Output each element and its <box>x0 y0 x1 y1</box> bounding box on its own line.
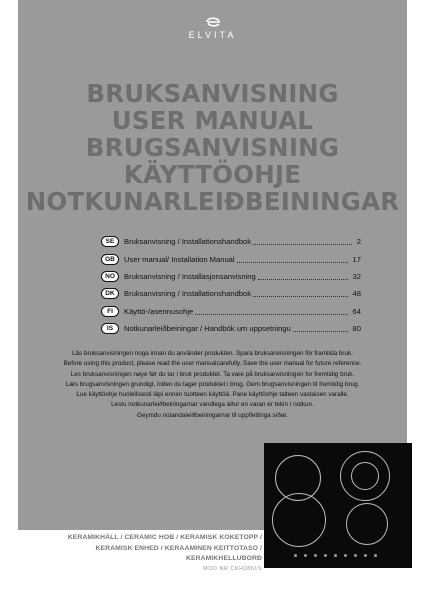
toc-row-fi[interactable] <box>101 303 361 320</box>
touch-control-dot <box>304 554 307 557</box>
toc-page-number: 32 <box>352 271 361 281</box>
country-badge-dk: DK <box>101 288 119 299</box>
touch-control-dot <box>294 554 297 557</box>
model-number: MOD NR CKH2861S <box>203 566 262 572</box>
product-type <box>18 533 262 565</box>
table-of-contents <box>101 233 361 337</box>
toc-leader <box>195 314 347 315</box>
cooking-zone-bottom-right <box>346 503 388 545</box>
notice-line-is-2: Geymdu notandaleiðbeiningarnar til uppflettinga síðar. <box>137 411 288 419</box>
touch-control-dot <box>324 554 327 557</box>
read-manual-notice <box>0 349 425 421</box>
notice-line-fi: Lue käyttöohje huolellisesti läpi ennen tuotteen käyttöä. Pane käyttöohje talteen vastaisen varalle. <box>76 391 349 399</box>
toc-page-number: 64 <box>352 306 361 316</box>
country-badge-fi: FI <box>101 306 119 317</box>
toc-leader <box>258 279 348 280</box>
title-gb: USER MANUAL <box>111 106 314 135</box>
toc-leader <box>237 262 348 263</box>
toc-label: Notkunarleiðbeiningar / Handbók um uppsetningu <box>124 324 291 334</box>
toc-label: Bruksanvisning / Installationshandbok <box>124 289 252 299</box>
toc-row-dk[interactable] <box>101 285 361 302</box>
manual-titles <box>0 80 425 215</box>
notice-line-is-1: Lestu notkunarleiðbeiningarnar vandlega áður en varan er tekin í notkun. <box>111 401 314 409</box>
notice-line-se: Läs bruksanvisningen noga innan du använder produkten. Spara bruksanvisningen för framtida bruk. <box>72 350 353 357</box>
brand-name: ELVITA <box>188 30 237 40</box>
ceramic-hob-image <box>264 443 412 568</box>
cooking-zone-top-right-inner <box>351 462 379 490</box>
country-badge-no: NO <box>101 271 119 282</box>
cooking-zone-bottom-left <box>272 493 326 547</box>
country-badge-gb: GB <box>101 254 119 265</box>
title-fi: KÄYTTÖOHJE <box>123 160 302 189</box>
toc-label: User manual/ Installation Manual <box>124 254 235 264</box>
toc-leader <box>293 331 348 332</box>
toc-page-number: 48 <box>352 289 361 299</box>
toc-row-is[interactable] <box>101 320 361 337</box>
toc-row-gb[interactable] <box>101 250 361 267</box>
toc-page-number: 17 <box>352 254 361 264</box>
notice-line-dk: Læs brugsanvisningen grundigt, inden du tager produktet i brug. Gem brugsanvisningen til fremtidig brug. <box>65 380 360 388</box>
title-is: NOTKUNARLEIÐBEININGAR <box>25 187 400 216</box>
touch-control-dot <box>354 554 357 557</box>
toc-leader <box>253 296 347 297</box>
brand-logo <box>0 14 425 40</box>
title-dk: BRUGSANVISNING <box>85 133 340 162</box>
toc-label: Bruksanvisning / Installasjonsanvisning <box>124 271 256 281</box>
toc-row-se[interactable] <box>101 233 361 250</box>
touch-control-dot <box>364 554 367 557</box>
toc-label: Käyttö-/asennusohje <box>124 306 194 316</box>
product-line-3: KERAMIKHELLUBORÐ <box>186 555 262 563</box>
touch-control-dot <box>344 554 347 557</box>
touch-control-dot <box>374 554 377 557</box>
toc-page-number: 2 <box>356 237 361 247</box>
toc-leader <box>253 244 352 245</box>
country-badge-is: IS <box>101 323 119 334</box>
title-se: BRUKSANVISNING <box>86 79 339 108</box>
notice-line-gb: Before using this product, please read the user manualcarefully. Save the user manual for future reference. <box>63 360 362 368</box>
elvita-logo-icon <box>204 14 222 28</box>
product-line-1: KERAMIKHÄLL / CERAMIC HOB / KERAMISK KOKETOPP / <box>67 534 262 541</box>
toc-label: Bruksanvisning / Installationshandbok <box>124 237 252 247</box>
touch-control-dot <box>334 554 337 557</box>
toc-page-number: 80 <box>352 324 361 334</box>
country-badge-se: SE <box>101 236 119 247</box>
product-line-2: KERAMISK ENHED / KERAAMINEN KEITTOTASO / <box>95 544 262 552</box>
toc-row-no[interactable] <box>101 268 361 285</box>
touch-control-dot <box>314 554 317 557</box>
notice-line-no: Les bruksanvisningen nøye før du tar i bruk produktet. Ta vare på bruksanvisningen for fremtidig bruk. <box>70 370 355 378</box>
